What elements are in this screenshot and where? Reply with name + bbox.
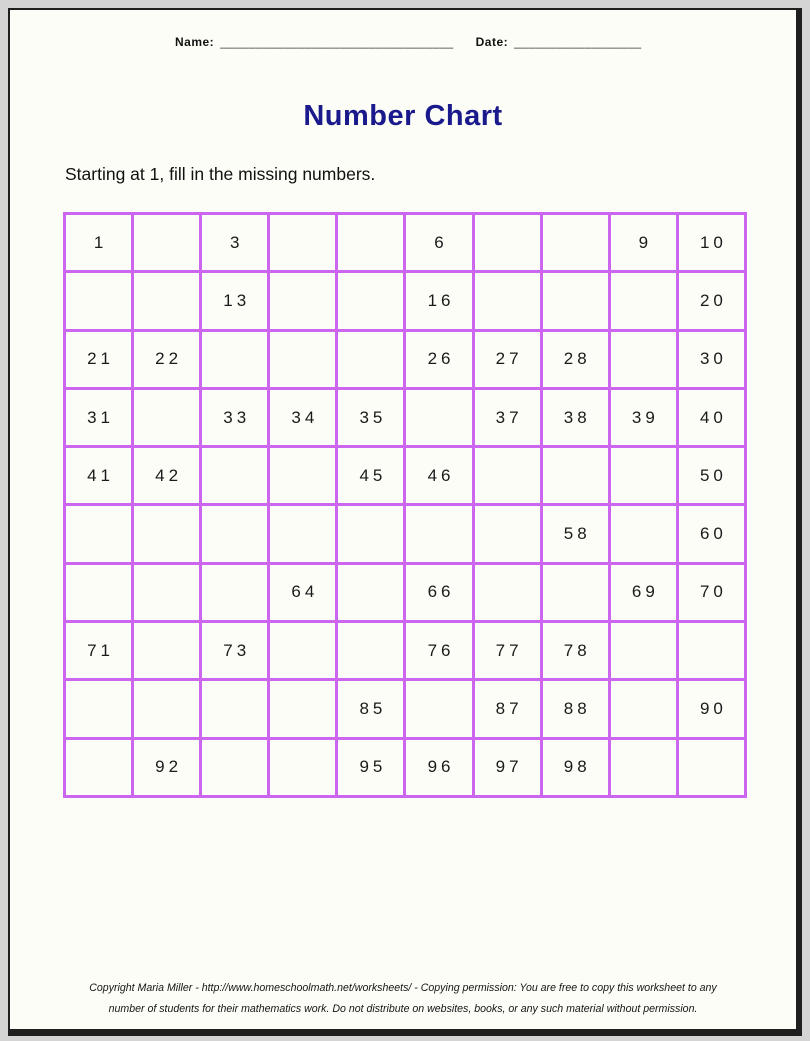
grid-cell-r6c7 (475, 506, 540, 561)
grid-cell-r3c5 (338, 332, 403, 387)
grid-cell-r1c1: 1 (66, 215, 131, 270)
grid-cell-r10c8: 98 (543, 740, 608, 795)
grid-cell-r9c7: 87 (475, 681, 540, 736)
grid-cell-r9c5: 85 (338, 681, 403, 736)
grid-cell-r10c4 (270, 740, 335, 795)
grid-cell-r4c8: 38 (543, 390, 608, 445)
number-grid (63, 212, 747, 798)
grid-cell-r7c7 (475, 565, 540, 620)
grid-cell-r2c1 (66, 273, 131, 328)
grid-cell-r10c1 (66, 740, 131, 795)
grid-cell-r6c5 (338, 506, 403, 561)
grid-cell-r5c6: 46 (406, 448, 471, 503)
grid-cell-r2c7 (475, 273, 540, 328)
grid-cell-r2c9 (611, 273, 676, 328)
name-date-row (175, 35, 641, 49)
grid-cell-r2c4 (270, 273, 335, 328)
grid-cell-r4c4: 34 (270, 390, 335, 445)
copyright-line-2: number of students for their mathematics work. Do not distribute on websites, books, or any such material without permission. (108, 1003, 698, 1016)
grid-cell-r3c10: 30 (679, 332, 744, 387)
grid-cell-r6c8: 58 (543, 506, 608, 561)
grid-cell-r10c7: 97 (475, 740, 540, 795)
grid-cell-r8c1: 71 (66, 623, 131, 678)
grid-cell-r9c2 (134, 681, 199, 736)
grid-cell-r10c9 (611, 740, 676, 795)
grid-cell-r6c4 (270, 506, 335, 561)
grid-cell-r2c8 (543, 273, 608, 328)
grid-cell-r5c7 (475, 448, 540, 503)
grid-cell-r7c4: 64 (270, 565, 335, 620)
grid-cell-r5c5: 45 (338, 448, 403, 503)
instruction-text: Starting at 1, fill in the missing numbers. (65, 164, 376, 184)
grid-cell-r1c5 (338, 215, 403, 270)
grid-cell-r5c9 (611, 448, 676, 503)
grid-cell-r7c10: 70 (679, 565, 744, 620)
grid-cell-r7c6: 66 (406, 565, 471, 620)
grid-cell-r2c3: 13 (202, 273, 267, 328)
grid-cell-r1c9: 9 (611, 215, 676, 270)
grid-cell-r8c7: 77 (475, 623, 540, 678)
grid-cell-r8c5 (338, 623, 403, 678)
grid-cell-r4c3: 33 (202, 390, 267, 445)
grid-cell-r9c4 (270, 681, 335, 736)
grid-cell-r2c5 (338, 273, 403, 328)
name-label: Name: (175, 35, 215, 49)
grid-cell-r9c3 (202, 681, 267, 736)
grid-cell-r7c8 (543, 565, 608, 620)
grid-cell-r8c3: 73 (202, 623, 267, 678)
grid-cell-r1c6: 6 (406, 215, 471, 270)
grid-cell-r10c3 (202, 740, 267, 795)
grid-cell-r4c6 (406, 390, 471, 445)
grid-cell-r6c1 (66, 506, 131, 561)
grid-cell-r1c3: 3 (202, 215, 267, 270)
grid-cell-r10c5: 95 (338, 740, 403, 795)
grid-cell-r10c2: 92 (134, 740, 199, 795)
worksheet-page (8, 8, 802, 1036)
grid-cell-r9c1 (66, 681, 131, 736)
grid-cell-r3c8: 28 (543, 332, 608, 387)
grid-cell-r3c3 (202, 332, 267, 387)
grid-cell-r2c2 (134, 273, 199, 328)
grid-cell-r1c8 (543, 215, 608, 270)
grid-cell-r5c3 (202, 448, 267, 503)
grid-cell-r5c4 (270, 448, 335, 503)
grid-cell-r7c1 (66, 565, 131, 620)
grid-cell-r8c9 (611, 623, 676, 678)
copyright-footer (10, 978, 796, 1021)
grid-cell-r3c1: 21 (66, 332, 131, 387)
grid-cell-r9c6 (406, 681, 471, 736)
page-title: Number Chart (303, 100, 503, 132)
grid-cell-r1c7 (475, 215, 540, 270)
grid-cell-r7c3 (202, 565, 267, 620)
grid-cell-r8c10 (679, 623, 744, 678)
grid-cell-r6c2 (134, 506, 199, 561)
copyright-line-1: Copyright Maria Miller - http://www.homeschoolmath.net/worksheets/ - Copying permission: You are free to copy this worksheet to any (89, 981, 717, 994)
grid-cell-r5c1: 41 (66, 448, 131, 503)
grid-cell-r8c8: 78 (543, 623, 608, 678)
grid-cell-r3c9 (611, 332, 676, 387)
grid-cell-r4c9: 39 (611, 390, 676, 445)
grid-cell-r8c6: 76 (406, 623, 471, 678)
grid-cell-r5c2: 42 (134, 448, 199, 503)
grid-cell-r7c9: 69 (611, 565, 676, 620)
grid-cell-r5c8 (543, 448, 608, 503)
grid-cell-r2c10: 20 (679, 273, 744, 328)
grid-cell-r9c9 (611, 681, 676, 736)
grid-cell-r8c2 (134, 623, 199, 678)
grid-cell-r10c6: 96 (406, 740, 471, 795)
grid-cell-r4c1: 31 (66, 390, 131, 445)
grid-cell-r10c10 (679, 740, 744, 795)
grid-cell-r3c7: 27 (475, 332, 540, 387)
grid-cell-r3c2: 22 (134, 332, 199, 387)
grid-cell-r9c10: 90 (679, 681, 744, 736)
grid-cell-r4c10: 40 (679, 390, 744, 445)
grid-cell-r7c2 (134, 565, 199, 620)
grid-cell-r4c7: 37 (475, 390, 540, 445)
grid-cell-r6c6 (406, 506, 471, 561)
grid-cell-r5c10: 50 (679, 448, 744, 503)
grid-cell-r3c4 (270, 332, 335, 387)
grid-cell-r2c6: 16 (406, 273, 471, 328)
name-blank-line: _________________________________ (220, 35, 454, 49)
grid-cell-r1c2 (134, 215, 199, 270)
grid-cell-r6c10: 60 (679, 506, 744, 561)
grid-cell-r6c9 (611, 506, 676, 561)
grid-cell-r8c4 (270, 623, 335, 678)
grid-cell-r1c4 (270, 215, 335, 270)
grid-cell-r1c10: 10 (679, 215, 744, 270)
date-blank-line: __________________ (514, 35, 642, 49)
grid-cell-r4c5: 35 (338, 390, 403, 445)
grid-cell-r3c6: 26 (406, 332, 471, 387)
grid-cell-r4c2 (134, 390, 199, 445)
grid-cell-r9c8: 88 (543, 681, 608, 736)
grid-cell-r7c5 (338, 565, 403, 620)
grid-cell-r6c3 (202, 506, 267, 561)
date-label: Date: (475, 35, 509, 49)
